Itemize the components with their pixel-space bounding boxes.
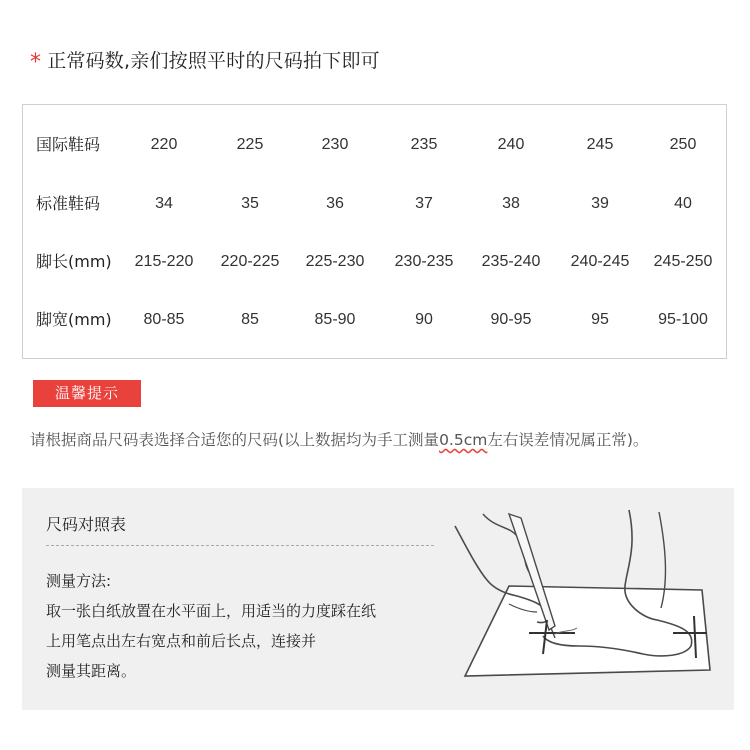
foot-measuring-illustration [447, 508, 732, 698]
table-row-foot-width [23, 305, 726, 335]
table-cell: 250 [669, 136, 697, 153]
table-cell: 235-240 [481, 253, 541, 270]
table-cell: 95 [591, 311, 609, 328]
table-cell: 80-85 [143, 311, 185, 328]
paper-sheet-shape [465, 586, 710, 676]
table-cell: 85-90 [314, 311, 356, 328]
table-cell: 245 [586, 136, 614, 153]
asterisk-mark: * [30, 50, 42, 75]
table-cell: 90 [415, 311, 433, 328]
table-row-standard-size [23, 189, 726, 219]
table-cell: 37 [415, 195, 433, 212]
tip-text-start: 请根据商品尺码表选择合适您的尺码(以上数据均为手工测量 [30, 431, 440, 449]
method-line: 测量其距离。 [46, 662, 137, 680]
guide-title: 尺码对照表 [46, 515, 127, 534]
table-cell: 240-245 [570, 253, 630, 270]
row-label: 国际鞋码 [36, 135, 101, 154]
row-label: 脚长(mm) [36, 252, 112, 271]
dashed-divider [46, 545, 434, 546]
table-cell: 235 [410, 136, 438, 153]
tip-text-measure-error: 0.5cm [439, 431, 488, 449]
table-cell: 225 [236, 136, 264, 153]
table-cell: 38 [502, 195, 520, 212]
table-cell: 215-220 [134, 253, 194, 270]
table-cell: 34 [155, 195, 173, 212]
table-cell: 35 [241, 195, 259, 212]
size-notice-text: 正常码数,亲们按照平时的尺码拍下即可 [47, 50, 380, 72]
table-cell: 220 [150, 136, 178, 153]
tip-text-end: 左右误差情况属正常)。 [487, 431, 649, 449]
table-cell: 245-250 [653, 253, 713, 270]
size-table [22, 104, 727, 359]
table-cell: 230 [321, 136, 349, 153]
size-notice [30, 46, 380, 73]
table-cell: 230-235 [394, 253, 454, 270]
table-cell: 90-95 [490, 311, 532, 328]
table-row-foot-length [23, 247, 726, 277]
row-label: 标准鞋码 [36, 194, 101, 213]
tip-text [30, 428, 648, 450]
table-row-intl-size [23, 130, 726, 160]
table-cell: 40 [674, 195, 692, 212]
method-line: 上用笔点出左右宽点和前后长点，连接并 [46, 632, 317, 650]
table-cell: 36 [326, 195, 344, 212]
measurement-guide-panel [22, 488, 734, 710]
table-cell: 95-100 [658, 311, 708, 328]
row-label: 脚宽(mm) [36, 310, 112, 329]
table-cell: 225-230 [305, 253, 365, 270]
table-cell: 220-225 [220, 253, 280, 270]
method-label: 测量方法: [46, 572, 112, 590]
table-cell: 85 [241, 311, 259, 328]
table-cell: 240 [497, 136, 525, 153]
tip-badge: 温馨提示 [33, 380, 141, 407]
table-cell: 39 [591, 195, 609, 212]
method-line: 取一张白纸放置在水平面上，用适当的力度踩在纸 [46, 602, 377, 620]
